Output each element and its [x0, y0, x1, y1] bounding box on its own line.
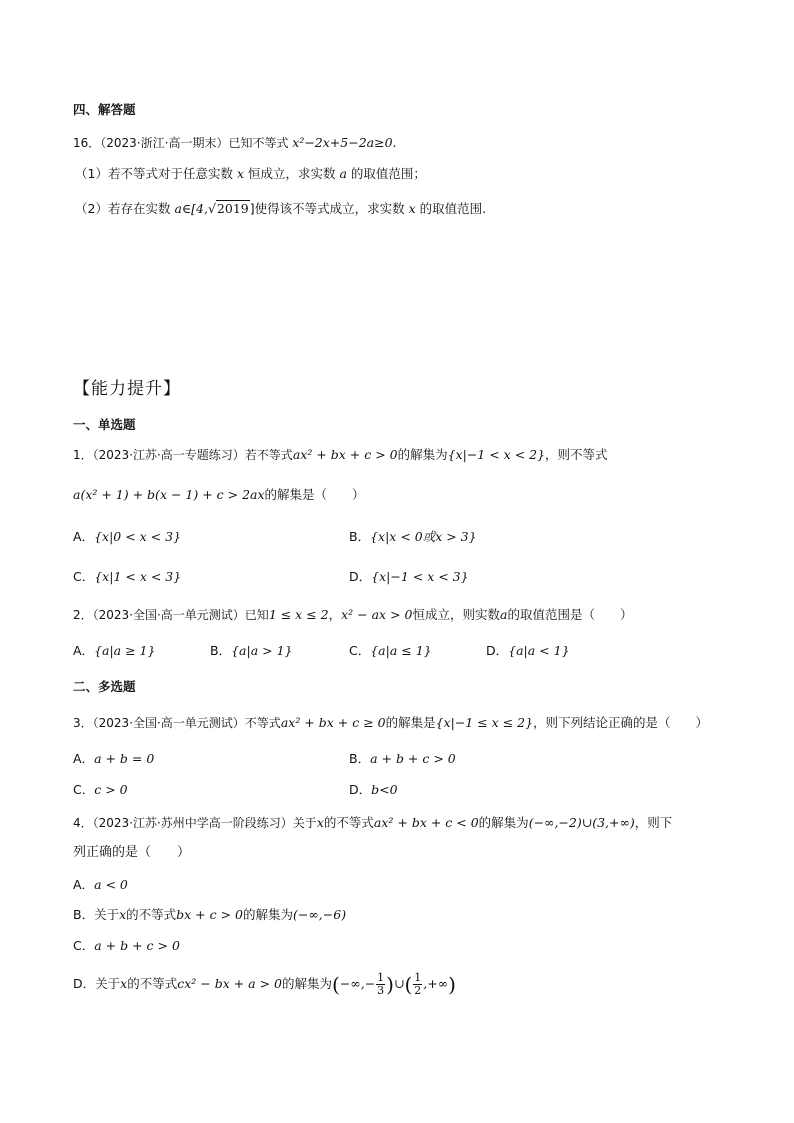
option-set: (−∞,− $\frac{1}{3}$ )∪( $\frac{1}{2}$ ,+∞)	[332, 971, 456, 997]
option-text: b<0	[371, 782, 398, 797]
question-4	[73, 813, 672, 834]
option-label: B．	[210, 643, 232, 658]
q4-option-c[interactable]	[73, 936, 180, 957]
q2-option-b[interactable]	[210, 641, 292, 662]
option-text: {a|a > 1}	[231, 643, 293, 658]
q16-part2-math: a∈[4,	[174, 201, 208, 216]
option-label: B．关于	[73, 907, 120, 922]
q4-option-a[interactable]	[73, 875, 128, 896]
q2-suffix: 的取值范围是（ ）	[507, 607, 633, 622]
q4-prefix: 4．（2023·江苏·苏州中学高一阶段练习）关于	[73, 816, 317, 830]
q4-mid1: 的不等式	[323, 815, 374, 830]
q2-condition-1: 1 ≤ x ≤ 2	[268, 607, 329, 622]
q1-option-a[interactable]	[73, 527, 181, 548]
option-label: D．关于	[73, 976, 121, 991]
option-label: D．	[349, 569, 372, 584]
section-four-title: 四、解答题	[73, 102, 136, 117]
q4-var: x	[316, 815, 324, 830]
q1-inequality: ax² + bx + c > 0	[292, 447, 398, 462]
q16-part1-var-a: a	[339, 166, 347, 181]
q1-option-b[interactable]	[349, 527, 477, 548]
q16-part2-sqrt: 2019	[216, 201, 249, 216]
q16-part1-text-b: 恒成立，求实数	[244, 166, 340, 181]
q3-option-b[interactable]	[349, 749, 456, 770]
fraction-one-half	[413, 972, 422, 997]
fraction-denominator: 2	[414, 984, 422, 997]
q3-suffix: ，则下列结论正确的是（ ）	[533, 715, 709, 730]
q3-solution-set: {x|−1 ≤ x ≤ 2}	[435, 715, 534, 730]
set-right-part: ,+∞	[423, 976, 449, 991]
option-label: C．	[73, 569, 95, 584]
option-label: C．	[73, 782, 95, 797]
q1-solution-set: {x|−1 < x < 2}	[447, 447, 546, 462]
option-label: A．	[73, 877, 95, 892]
q3-option-d[interactable]	[349, 780, 398, 801]
option-mid: 的不等式	[126, 907, 177, 922]
option-text: {a|a ≥ 1}	[94, 643, 156, 658]
q16-part2-text-b: ]使得该不等式成立，求实数	[249, 201, 409, 216]
q2-prefix: 2．（2023·全国·高一单元测试）已知	[73, 608, 269, 622]
fraction-numerator: 1	[377, 971, 385, 984]
q16-part2-text-a: （2）若存在实数	[75, 201, 175, 216]
q1-mid: 的解集为	[397, 447, 448, 462]
q16-part1-text-c: 的取值范围；	[346, 166, 426, 181]
q2-option-a[interactable]	[73, 641, 155, 662]
q1-prefix: 1．（2023·江苏·高一专题练习）若不等式	[73, 448, 293, 462]
q3-mid: 的解集是	[385, 715, 436, 730]
option-text: a + b + c > 0	[94, 938, 180, 953]
option-label: B．	[349, 751, 371, 766]
q2-var: a	[500, 607, 508, 622]
option-text: a < 0	[94, 877, 128, 892]
option-label: C．	[349, 643, 371, 658]
option-label: C．	[73, 938, 95, 953]
option-text: {x|0 < x < 3}	[94, 529, 182, 544]
single-choice-title: 一、单选题	[73, 417, 136, 432]
fraction-one-third	[376, 972, 385, 997]
option-label: A．	[73, 529, 95, 544]
q16-part2-var-x: x	[408, 201, 416, 216]
option-var: x	[120, 976, 128, 991]
q4-solution-set: (−∞,−2)∪(3,+∞)	[528, 815, 635, 830]
fraction-denominator: 3	[377, 984, 385, 997]
q4-mid2: 的解集为	[478, 815, 529, 830]
q16-math: x²−2x+5−2a≥0.	[292, 135, 397, 150]
ability-heading: 【能力提升】	[73, 379, 181, 399]
union-symbol: ∪	[393, 976, 405, 991]
q4-inequality: ax² + bx + c < 0	[373, 815, 479, 830]
option-inequality: bx + c > 0	[176, 907, 244, 922]
option-text: {a|a < 1}	[508, 643, 570, 658]
option-text: {a|a ≤ 1}	[370, 643, 432, 658]
q2-option-d[interactable]	[486, 641, 570, 662]
option-label: D．	[349, 782, 372, 797]
q4-option-d[interactable]	[73, 968, 456, 1001]
question-1	[73, 445, 608, 466]
q1-line2-suffix: 的解集是（ ）	[264, 487, 365, 502]
question-4-line2: 列正确的是（ ）	[73, 845, 191, 860]
option-inequality: cx² − bx + a > 0	[177, 976, 282, 991]
q16-part2: （2）若存在实数 a∈[4,√2019]使得该不等式成立，求实数 x 的取值范围.	[75, 201, 487, 216]
q2-separator: ，	[328, 607, 342, 622]
option-mid2: 的解集为	[282, 976, 333, 991]
multi-choice-title: 二、多选题	[73, 679, 136, 694]
q2-mid: 恒成立，则实数	[412, 607, 500, 622]
option-label: A．	[73, 643, 95, 658]
option-label: B．	[349, 529, 371, 544]
option-text: {x|−1 < x < 3}	[371, 569, 469, 584]
q4-option-b[interactable]	[73, 905, 346, 926]
q16-part2-text-c: 的取值范围.	[415, 201, 487, 216]
option-set: (−∞,−6)	[293, 907, 347, 922]
q16-part1-text-a: （1）若不等式对于任意实数	[75, 166, 237, 181]
q4-suffix: ，则下	[634, 815, 673, 830]
q1-line2-math: a(x² + 1) + b(x − 1) + c > 2ax	[73, 487, 265, 502]
option-text: a + b + c > 0	[370, 751, 456, 766]
question-16	[73, 133, 397, 154]
option-text: {x|1 < x < 3}	[94, 569, 182, 584]
option-label: D．	[486, 643, 509, 658]
option-text: c > 0	[94, 782, 128, 797]
question-3	[73, 713, 708, 734]
q16-part1-var-x: x	[236, 166, 244, 181]
question-1-line2	[73, 485, 365, 506]
question-2	[73, 605, 632, 626]
option-mid2: 的解集为	[243, 907, 294, 922]
q1-option-c[interactable]	[73, 567, 181, 588]
q3-option-a[interactable]	[73, 749, 154, 770]
q3-inequality: ax² + bx + c ≥ 0	[280, 715, 386, 730]
q1-suffix: ，则不等式	[545, 447, 608, 462]
q2-option-c[interactable]	[349, 641, 432, 662]
option-text: a + b = 0	[94, 751, 155, 766]
q16-prefix: 16．（2023·浙江·高一期末）已知不等式	[73, 136, 293, 150]
option-text: {x|x < 0或x > 3}	[370, 529, 477, 544]
fraction-numerator: 1	[414, 971, 422, 984]
q3-option-c[interactable]	[73, 780, 128, 801]
option-var: x	[119, 907, 127, 922]
q1-option-d[interactable]	[349, 567, 469, 588]
option-label: A．	[73, 751, 95, 766]
q16-part1	[75, 164, 426, 185]
option-mid: 的不等式	[127, 976, 178, 991]
q3-prefix: 3．（2023·全国·高一单元测试）不等式	[73, 716, 281, 730]
q2-condition-2: x² − ax > 0	[341, 607, 413, 622]
set-left-part: −∞,−	[339, 976, 376, 991]
